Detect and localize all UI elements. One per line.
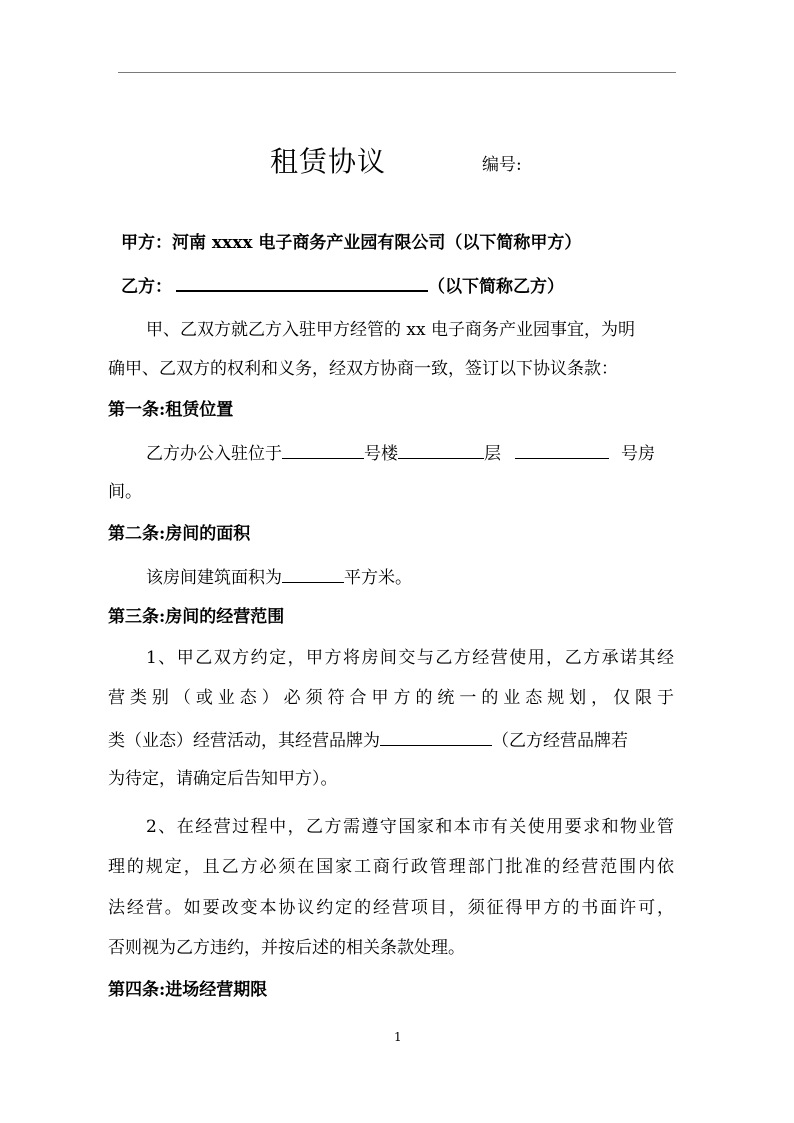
party-a-alias: （以下简称甲方） [445, 233, 582, 253]
article-3-clause-1-line-2: 营类别（或业态）必须符合甲方的统一的业态规划，仅限于 [108, 688, 674, 708]
article-3-clause-2-line-3: 法经营。如要改变本协议约定的经营项目，须征得甲方的书面许可， [108, 898, 674, 918]
document-title: 租赁协议 [270, 145, 387, 178]
article-1-prefix: 乙方办公入驻位于 [146, 444, 282, 464]
header-rule [118, 72, 676, 73]
party-a-label: 甲方： [121, 233, 172, 253]
article-3-clause-2-line-2: 理的规定，且乙方必须在国家工商行政管理部门批准的经营范围内依 [108, 857, 674, 877]
article-1-heading: 第一条:租赁位置 [108, 400, 234, 420]
article-2-suffix: 平方米。 [344, 568, 412, 588]
article-3-heading: 第三条:房间的经营范围 [108, 607, 285, 627]
article-2-line [146, 564, 412, 590]
article-3-clause-2-line-4: 否则视为乙方违约，并按后述的相关条款处理。 [108, 938, 465, 958]
party-b-name-field[interactable] [176, 272, 428, 292]
room-suffix: 号房 [621, 444, 655, 464]
party-a-name: 河南 xxxx 电子商务产业园有限公司 [172, 233, 446, 253]
brand-field[interactable] [380, 727, 492, 746]
party-b-line [121, 272, 564, 299]
title-row [0, 140, 794, 180]
article-3-clause-1-line-1: 1、甲乙双方约定，甲方将房间交与乙方经营使用，乙方承诺其经 [146, 648, 674, 668]
clause-1-line-3-suffix: （乙方经营品牌若 [492, 731, 628, 751]
party-b-alias: （以下简称乙方） [428, 277, 564, 297]
article-1-line-2: 间。 [108, 482, 142, 502]
article-3-clause-1-line-4: 为待定，请确定后告知甲方）。 [108, 769, 338, 789]
party-b-label: 乙方： [121, 277, 172, 297]
area-field[interactable] [282, 564, 344, 583]
article-1-line-1 [146, 440, 674, 466]
floor-suffix: 层 [484, 444, 501, 464]
article-2-prefix: 该房间建筑面积为 [146, 568, 282, 588]
document-number-label: 编号: [482, 155, 522, 175]
party-a-line [121, 231, 581, 255]
room-number-field[interactable] [515, 440, 609, 459]
article-3-clause-1-line-3 [108, 727, 674, 753]
floor-number-field[interactable] [398, 440, 484, 459]
intro-line-1: 甲、乙双方就乙方入驻甲方经管的 xx 电子商务产业园事宜，为明 [146, 320, 635, 340]
building-suffix: 号楼 [364, 444, 398, 464]
article-3-clause-2-line-1: 2、在经营过程中，乙方需遵守国家和本市有关使用要求和物业管 [146, 817, 674, 837]
intro-line-2: 确甲、乙双方的权利和义务，经双方协商一致，签订以下协议条款： [108, 359, 618, 379]
clause-1-line-3-prefix: 类（业态）经营活动，其经营品牌为 [108, 731, 380, 751]
building-number-field[interactable] [282, 440, 364, 459]
article-4-heading: 第四条:进场经营期限 [108, 980, 268, 1000]
article-2-heading: 第二条:房间的面积 [108, 524, 251, 544]
page-number: 1 [394, 1030, 402, 1044]
